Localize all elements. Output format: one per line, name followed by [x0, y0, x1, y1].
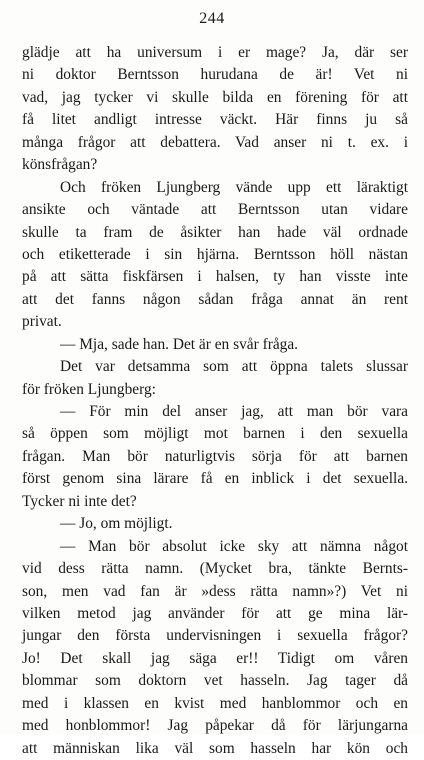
text-line: — Jo, om möjligt.: [60, 515, 173, 533]
text-line: vid dess rätta namn. (Mycket bra, tänkte Bernts-: [22, 560, 408, 578]
text-line: för fröken Ljungberg:: [22, 380, 156, 398]
text-line: — Mja, sade han. Det är en svår fråga.: [60, 335, 299, 353]
text-line: Jo! Det skall jag säga er!! Tidigt om våren: [22, 649, 408, 667]
text-line: ansikte och väntade att Berntsson utan vidare: [22, 201, 408, 219]
text-line: med i klassen en kvist med hanblommor och en: [22, 694, 408, 712]
text-line: och etiketterade i sin hjärna. Berntsson höll nästan: [22, 245, 408, 263]
text-line: på att sätta fiskfärsen i halsen, ty han visste inte: [22, 268, 408, 286]
text-line: frågan. Man bör naturligtvis sörja för att barnen: [22, 447, 408, 465]
text-line: Och fröken Ljungberg vände upp ett läraktigt: [60, 178, 408, 196]
text-line: privat.: [22, 313, 62, 331]
text-line: jungar den första undervisningen i sexuella frågor?: [22, 627, 408, 645]
page-number: 244: [199, 10, 225, 27]
text-line: vilken metod jag använder för att ge mina lär-: [22, 604, 408, 622]
text-line: skulle ta fram de åsikter han hade väl ordnade: [22, 223, 408, 241]
text-line: så öppen som möjligt mot barnen i den sexuella: [22, 425, 408, 443]
body-text: [22, 42, 408, 760]
text-line: få litet andligt intresse väckt. Här finns ju så: [22, 111, 408, 129]
text-line: att människan lika väl som hasseln har kön och: [22, 739, 408, 757]
text-line: blommar som doktorn vet hasseln. Jag tager då: [22, 672, 408, 690]
text-line: att det fanns någon sådan fråga annat än rent: [22, 290, 408, 308]
text-line: — Man bör absolut icke sky att nämna något: [60, 537, 408, 555]
text-line: son, men vad fan är »dess rätta namn»?) Vet ni: [22, 582, 408, 600]
text-line: först genom sina lärare få en inblick i det sexuella.: [22, 470, 408, 488]
text-line: ni doktor Berntsson hurudana de är! Vet ni: [22, 66, 408, 84]
text-line: Tycker ni inte det?: [22, 492, 137, 510]
text-line: med honblommor! Jag påpekar då för lärjungarna: [22, 717, 408, 735]
text-line: könsfrågan?: [22, 156, 98, 174]
text-line: Det var detsamma som att öppna talets slussar: [60, 358, 408, 376]
text-line: glädje att ha universum i er mage? Ja, där ser: [22, 44, 408, 61]
text-line: vad, jag tycker vi skulle bilda en förening för att: [22, 88, 408, 106]
text-line: många frågor att debattera. Vad anser ni t. ex. i: [22, 133, 408, 151]
text-line: — För min del anser jag, att man bör vara: [60, 403, 408, 420]
